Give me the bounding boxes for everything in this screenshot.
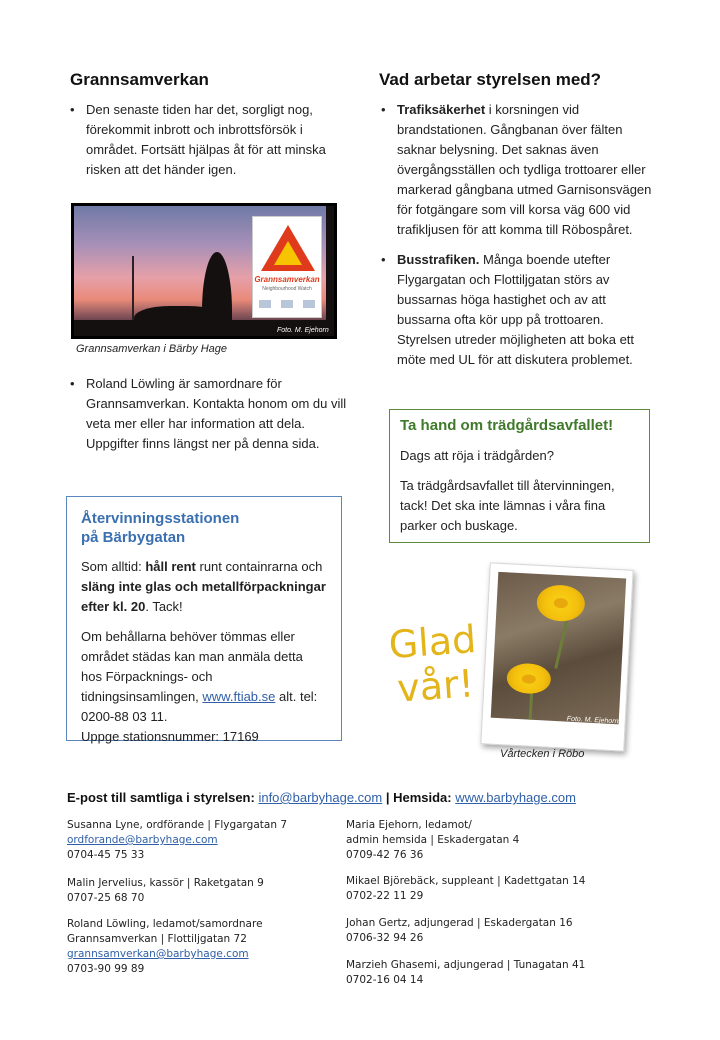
photo-caption: Grannsamverkan i Bärby Hage [76, 343, 228, 355]
email-link[interactable]: grannsamverkan@barbyhage.com [67, 948, 249, 960]
sign-name: Grannsamverkan [254, 275, 320, 284]
photo-credit: Foto. M. Ejehorn [566, 715, 619, 726]
board-heading: Vad arbetar styrelsen med? [379, 70, 602, 89]
contact-johan: Johan Gertz, adjungerad | Eskadergatan 16 0706-32 94 26 [346, 917, 573, 944]
contact-mikael: Mikael Björebäck, suppleant | Kadettgatan 14 0702-22 11 29 [346, 875, 586, 902]
list-item: • Roland Löwling är samordnare för Grannsamverkan. Kontakta honom om du vill veta mer eller har information att dela. Uppgifter finns längst ner på denna sida. [70, 374, 350, 454]
list-item: • Trafiksäkerhet i korsningen vid brandstationen. Gångbanan över fälten saknar belysning. Det saknas även övergångsställen och tydliga trottoarer eller markerad gångbana utmed Garnisonsvägen för fotgängare som vill korsa väg 600 vid trafikljusen för att komma till Röbospåret. [381, 100, 653, 240]
flower-caption: Vårtecken i Röbo [500, 748, 585, 760]
garden-waste-question: Dags att röja i trädgården? [400, 448, 554, 463]
recycling-title: Återvinningsstationen på Bärbygatan [81, 510, 240, 546]
sunset-image [74, 206, 334, 336]
board-email-line: E-post till samtliga i styrelsen: info@barbyhage.com | Hemsida: www.barbyhage.com [67, 790, 576, 805]
grannsamverkan-photo [71, 203, 337, 339]
grannsamverkan-heading: Grannsamverkan [70, 70, 209, 89]
contact-susanna: Susanna Lyne, ordförande | Flygargatan 7 ordforande@barbyhage.com 0704-45 75 33 [67, 819, 288, 861]
garden-waste-box [389, 409, 650, 543]
grannsamverkan-sign [252, 216, 322, 318]
list-item: • Den senaste tiden har det, sorgligt nog, förekommit inbrott och inbrottsförsök i området. Fortsätt hjälpas åt för att minska risken att det händer igen. [70, 100, 350, 180]
email-link[interactable]: ordforande@barbyhage.com [67, 834, 218, 846]
recycling-station-box [66, 496, 342, 744]
recycling-contact: Om behållarna behöver tömmas eller området städas kan man anmäla detta hos Förpacknings- och tidningsinsamlingen, www.ftiab.se alt. tel: 0200-88 03 11. Uppge stationsnummer: 17169 [81, 629, 318, 744]
list-item: • Busstrafiken. Många boende utefter Flygargatan och Flottiljgatan störs av bussarnas höga hastighet och av att bussarna ofta kör upp på trottoaren. Styrelsen utreder möjligheten att boka ett möte med UL för att diskutera problemet. [381, 250, 653, 370]
garden-waste-title: Ta hand om trädgårdsavfallet! [400, 417, 614, 434]
sponsor-logos [259, 297, 315, 311]
grannsamverkan-list-2 [70, 374, 350, 454]
contact-marzieh: Marzieh Ghasemi, adjungerad | Tunagatan 41 0702-16 04 14 [346, 959, 586, 986]
contact-roland: Roland Löwling, ledamot/samordnare Grannsamverkan | Flottiljgatan 72 grannsamverkan@barbyhage.com 0703-90 99 89 [67, 918, 263, 975]
contact-maria: Maria Ejehorn, ledamot/ admin hemsida | Eskadergatan 4 0709-42 76 36 [346, 819, 520, 861]
recycling-instructions: Som alltid: håll rent runt containrarna och släng inte glas och metallförpackningar efter kl. 20. Tack! [81, 559, 326, 614]
website-link[interactable]: www.barbyhage.com [455, 790, 576, 805]
contact-malin: Malin Jervelius, kassör | Raketgatan 9 0707-25 68 70 [67, 877, 264, 904]
board-topics-list [381, 100, 653, 370]
board-email-link[interactable]: info@barbyhage.com [258, 790, 383, 805]
grannsamverkan-list-1 [70, 100, 350, 180]
sign-subtitle: Neighbourhood Watch [262, 286, 312, 292]
flower-image [491, 572, 626, 724]
coltsfoot-photo [480, 562, 633, 751]
ftiab-link[interactable]: www.ftiab.se [202, 689, 276, 704]
glad-var-text: Glad vår! [387, 617, 478, 711]
garden-waste-text: Ta trädgårdsavfallet till återvinningen, tack! Det ska inte lämnas i våra fina parker och buskage. [400, 478, 615, 533]
photo-credit: Foto. M. Ejehorn [277, 327, 329, 334]
